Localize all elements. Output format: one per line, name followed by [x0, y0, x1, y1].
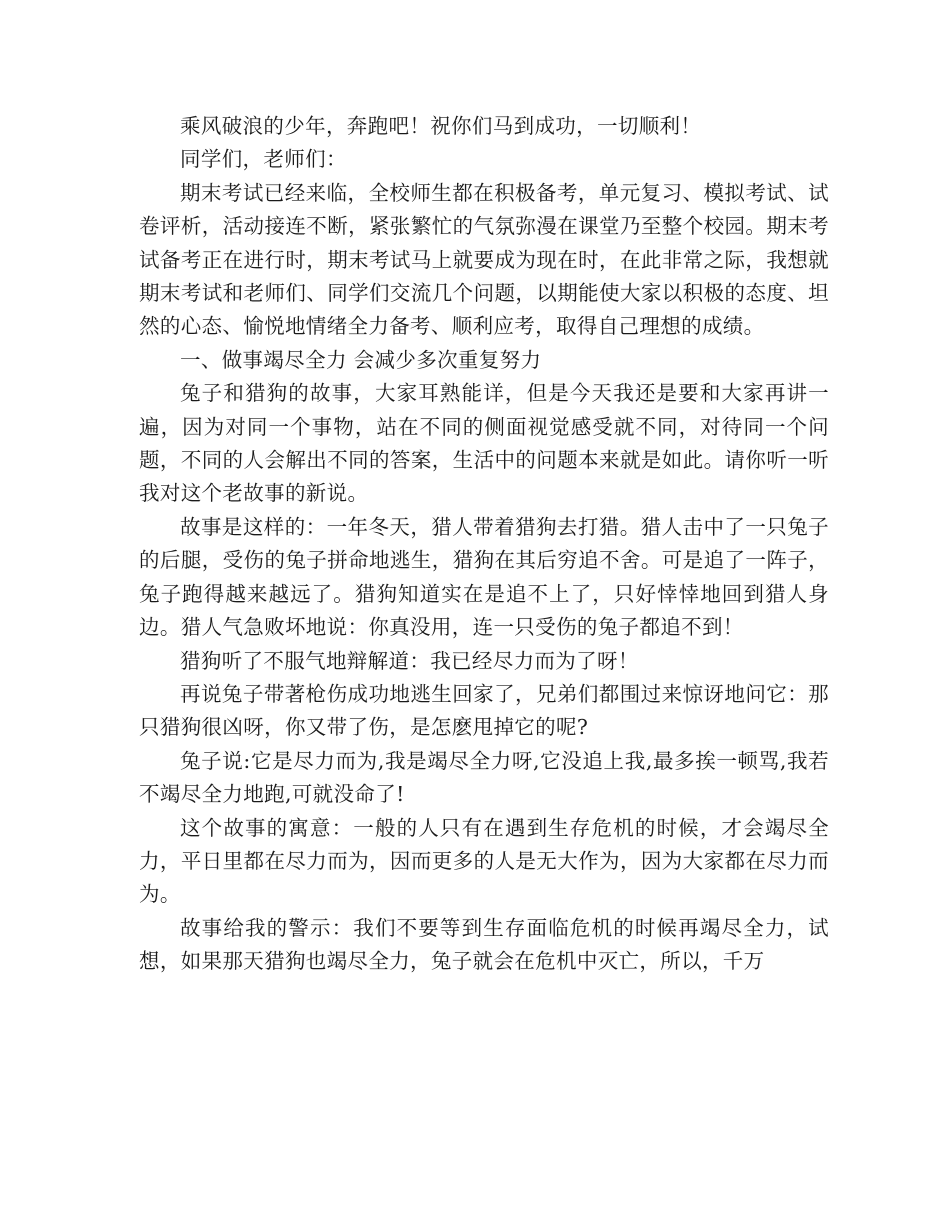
document-body — [139, 110, 829, 979]
paragraph-salutation: 同学们，老师们： — [180, 147, 347, 172]
paragraph-rabbit-home: 再说兔子带著枪伤成功地逃生回家了，兄弟们都围过来惊讶地问它：那只猎狗很凶呀，你又带了伤，是怎麽甩掉它的呢? — [139, 681, 829, 740]
paragraph-rabbit-reply: 兔子说:它是尽力而为,我是竭尽全力呀,它没追上我,最多挨一顿骂,我若不竭尽全力地跑,可就没命了! — [139, 748, 829, 807]
paragraph-hound-reply: 猎狗听了不服气地辩解道：我已经尽力而为了呀！ — [180, 648, 639, 673]
paragraph-introduction: 期末考试已经来临，全校师生都在积极备考，单元复习、模拟考试、试卷评析，活动接连不断，紧张繁忙的气氛弥漫在课堂乃至整个校园。期末考试备考正在进行时，期末考试马上就要成为现在时，在此非常之际，我想就期末考试和老师们、同学们交流几个问题，以期能使大家以积极的态度、坦然的心态、愉悦地情绪全力备考、顺利应考，取得自己理想的成绩。 — [139, 180, 829, 339]
paragraph-lesson: 故事给我的警示：我们不要等到生存面临危机的时候再竭尽全力，试想，如果那天猎狗也竭尽全力，兔子就会在危机中灭亡，所以，千万 — [139, 915, 829, 974]
section-heading-1: 一、做事竭尽全力 会减少多次重复努力 — [180, 347, 542, 372]
paragraph-story-intro: 兔子和猎狗的故事，大家耳熟能详，但是今天我还是要和大家再讲一遍，因为对同一个事物，站在不同的侧面视觉感受就不同，对待同一个问题，不同的人会解出不同的答案，生活中的问题本来就是如此。请你听一听我对这个老故事的新说。 — [139, 381, 829, 506]
paragraph-story: 故事是这样的：一年冬天，猎人带着猎狗去打猎。猎人击中了一只兔子的后腿，受伤的兔子拼命地逃生，猎狗在其后穷追不舍。可是追了一阵子，兔子跑得越来越远了。猎狗知道实在是追不上了，只好悻悻地回到猎人身边。猎人气急败坏地说：你真没用，连一只受伤的兔子都追不到！ — [139, 514, 829, 640]
paragraph-moral: 这个故事的寓意：一般的人只有在遇到生存危机的时候，才会竭尽全力，平日里都在尽力而为，因而更多的人是无大作为，因为大家都在尽力而为。 — [139, 815, 829, 907]
paragraph-closing-wish: 乘风破浪的少年，奔跑吧！祝你们马到成功，一切顺利！ — [180, 114, 702, 138]
